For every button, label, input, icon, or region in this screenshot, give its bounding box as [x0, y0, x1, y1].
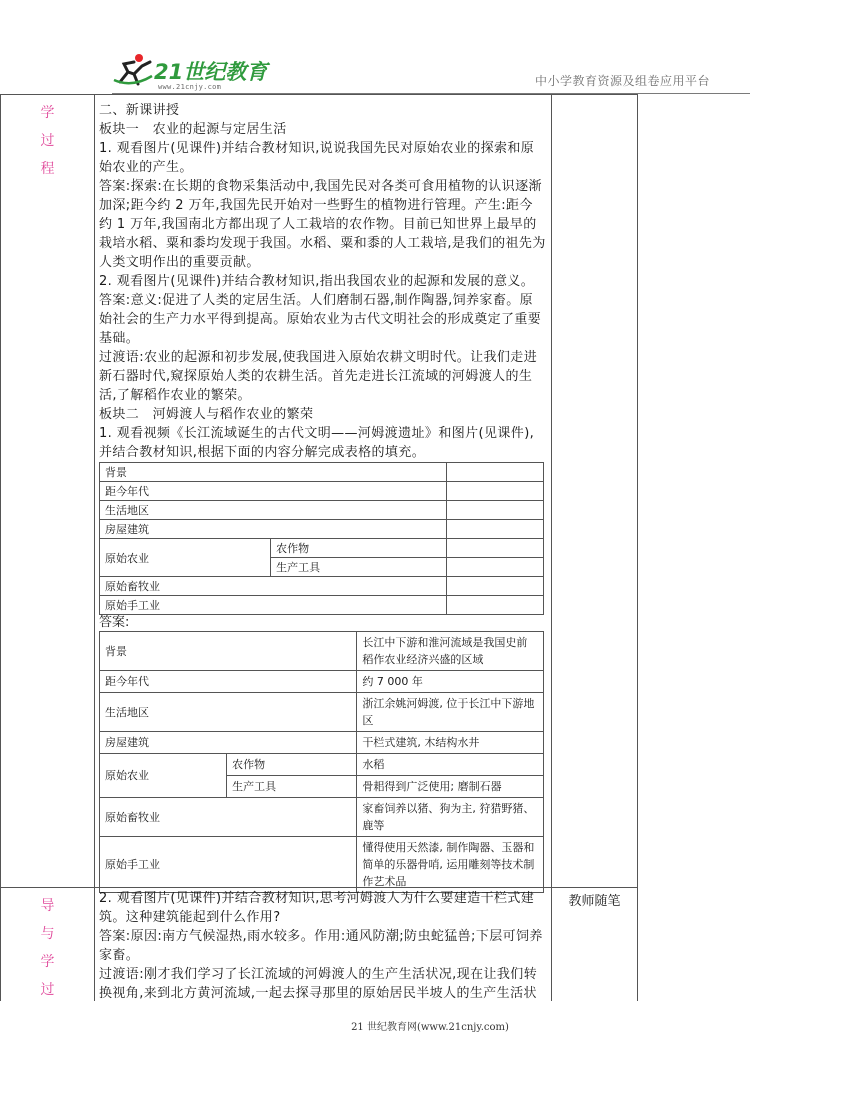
table-cell: 距今年代 — [100, 482, 447, 501]
question-table — [99, 462, 544, 615]
lesson-block-2 — [0, 887, 638, 1001]
answer-table — [99, 631, 544, 893]
side-char: 程 — [40, 161, 55, 177]
module-heading: 板块一 农业的起源与定居生活 — [99, 122, 287, 137]
question-text: 2. 观看图片(见课件)并结合教材知识,思考河姆渡人为什么要建造干栏式建筑。这种建筑能起到什么作用? — [99, 891, 535, 925]
table-cell — [447, 577, 544, 596]
table-row — [100, 754, 544, 776]
table-cell — [447, 596, 544, 615]
table-cell: 房屋建筑 — [100, 520, 447, 539]
table-row — [100, 501, 544, 520]
transition-text: 过渡语:刚才我们学习了长江流域的河姆渡人的生产生活状况,现在让我们转换视角,来到北方黄河流域,一起去探寻那里的原始居民半坡人的生产生活状 — [99, 967, 538, 1001]
answer-text: 答案:探索:在长期的食物采集活动中,我国先民对各类可食用植物的认识逐渐加深;距今约 2 万年,我国先民开始对一些野生的植物进行管理。产生:距今约 1 万年,我国南北方都出现了人工栽培的农作物。目前已知世界上最早的栽培水稻、粟和黍均发现于我国。水稻、粟和黍的人工栽培,是我们的祖先为人类文明作出的重要贡献。 — [99, 179, 546, 270]
answer-text: 答案:意义:促进了人类的定居生活。人们磨制石器,制作陶器,饲养家畜。原始社会的生产力水平得到提高。原始农业为古代文明社会的形成奠定了重要基础。 — [99, 293, 542, 346]
module-heading: 板块二 河姆渡人与稻作农业的繁荣 — [99, 407, 314, 422]
teacher-notes-label: 教师随笔 — [568, 894, 621, 909]
table-cell: 长江中下游和淮河流域是我国史前稻作农业经济兴盛的区域 — [357, 632, 544, 671]
side-char: 过 — [40, 982, 55, 998]
side-char: 导 — [40, 898, 55, 914]
table-row — [100, 837, 544, 893]
table-cell: 水稻 — [357, 754, 544, 776]
table-cell: 农作物 — [227, 754, 357, 776]
table-row — [100, 798, 544, 837]
table-cell: 原始手工业 — [100, 596, 447, 615]
table-cell — [447, 463, 544, 482]
table-cell: 生活地区 — [100, 693, 357, 732]
table-cell — [447, 482, 544, 501]
table-row — [100, 693, 544, 732]
table-cell: 骨耜得到广泛使用; 磨制石器 — [357, 776, 544, 798]
table-cell: 生产工具 — [227, 776, 357, 798]
table-row — [100, 539, 544, 558]
table-cell: 干栏式建筑, 木结构水井 — [357, 732, 544, 754]
runner-icon — [112, 52, 156, 88]
question-text: 1. 观看图片(见课件)并结合教材知识,说说我国先民对原始农业的探索和原始农业的产生。 — [99, 141, 535, 175]
table-row — [100, 463, 544, 482]
table-cell: 原始畜牧业 — [100, 577, 447, 596]
side-label-column — [1, 95, 95, 887]
table-cell: 背景 — [100, 632, 357, 671]
section-heading: 二、新课讲授 — [99, 103, 180, 118]
side-char: 学 — [40, 105, 55, 121]
table-cell: 生产工具 — [271, 558, 447, 577]
table-row — [100, 671, 544, 693]
table-cell: 懂得使用天然漆, 制作陶器、玉器和简单的乐器骨哨, 运用雕刻等技术制作艺术品 — [357, 837, 544, 893]
side-char: 过 — [40, 133, 55, 149]
teacher-notes-column — [551, 888, 637, 1001]
table-cell: 背景 — [100, 463, 447, 482]
answer-text: 答案:原因:南方气候湿热,雨水较多。作用:通风防潮;防虫蛇猛兽;下层可饲养家畜。 — [99, 929, 543, 963]
table-cell: 原始农业 — [100, 754, 227, 798]
logo-url: www.21cnjy.com — [158, 83, 222, 91]
lesson-content — [94, 95, 552, 887]
table-cell: 原始手工业 — [100, 837, 357, 893]
lesson-content — [94, 888, 552, 1001]
lesson-block-1 — [0, 94, 638, 888]
question-text: 1. 观看视频《长江流域诞生的古代文明——河姆渡遗址》和图片(见课件),并结合教材知识,根据下面的内容分解完成表格的填充。 — [99, 426, 535, 460]
teacher-notes-column — [551, 95, 637, 887]
table-cell — [447, 501, 544, 520]
table-row — [100, 632, 544, 671]
table-cell: 家畜饲养以猪、狗为主, 狩猎野猪、鹿等 — [357, 798, 544, 837]
page-header — [112, 48, 750, 94]
question-text: 2. 观看图片(见课件)并结合教材知识,指出我国农业的起源和发展的意义。 — [99, 274, 535, 289]
table-cell — [447, 520, 544, 539]
table-row — [100, 596, 544, 615]
logo-text: 21世纪教育 — [154, 60, 268, 84]
answer-label: 答案: — [99, 615, 130, 630]
table-cell: 生活地区 — [100, 501, 447, 520]
site-logo — [112, 52, 268, 91]
table-cell: 距今年代 — [100, 671, 357, 693]
table-cell: 农作物 — [271, 539, 447, 558]
table-cell: 浙江余姚河姆渡, 位于长江中下游地区 — [357, 693, 544, 732]
side-char: 与 — [40, 926, 55, 942]
table-row — [100, 732, 544, 754]
table-cell: 原始农业 — [100, 539, 271, 577]
platform-title: 中小学教育资源及组卷应用平台 — [534, 74, 710, 88]
table-cell — [447, 558, 544, 577]
table-row — [100, 520, 544, 539]
side-char: 学 — [40, 954, 55, 970]
table-cell: 约 7 000 年 — [357, 671, 544, 693]
table-cell — [447, 539, 544, 558]
transition-text: 过渡语:农业的起源和初步发展,使我国进入原始农耕文明时代。让我们走进新石器时代,窥探原始人类的农耕生活。首先走进长江流域的河姆渡人的生活,了解稻作农业的繁荣。 — [99, 350, 538, 403]
table-row — [100, 482, 544, 501]
side-label-column — [1, 888, 95, 1001]
page-footer: 21 世纪教育网(www.21cnjy.com) — [351, 1022, 509, 1033]
table-row — [100, 577, 544, 596]
table-cell: 房屋建筑 — [100, 732, 357, 754]
table-cell: 原始畜牧业 — [100, 798, 357, 837]
